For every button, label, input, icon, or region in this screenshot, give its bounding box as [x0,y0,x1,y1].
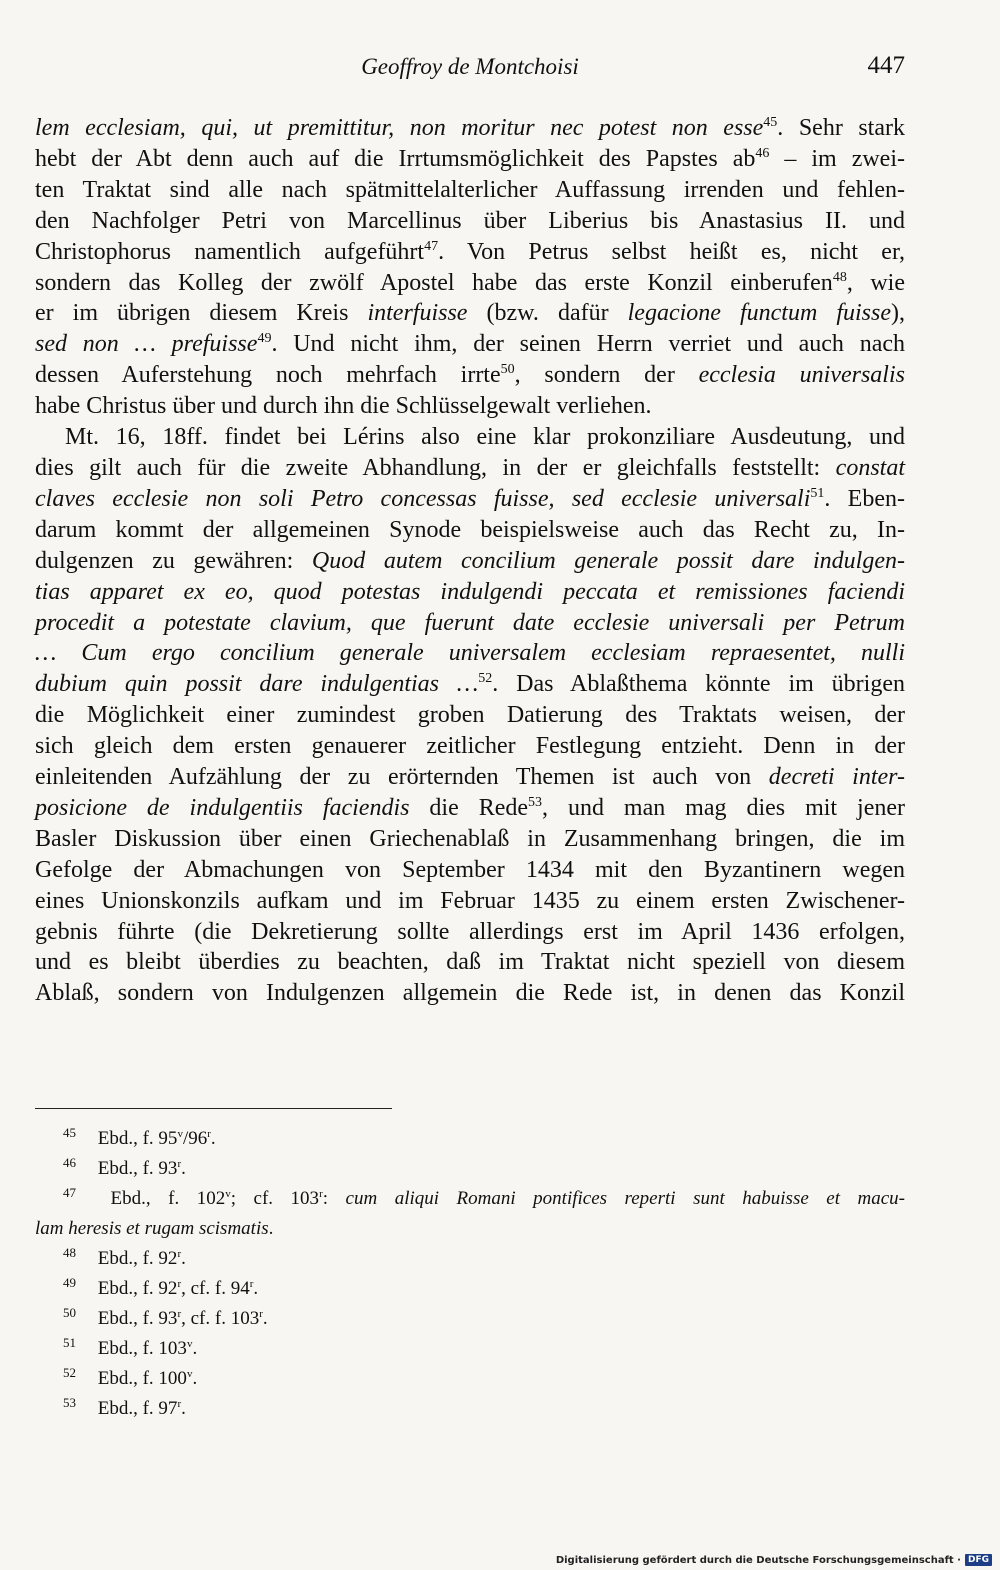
text-line [35,824,905,855]
text-run: Ebd., f. 92 [97,1248,178,1269]
italic-text: cum aliqui Romani pontifices reperti sunt habuisse et macu- [345,1188,905,1209]
footnote-reference: 50 [500,362,515,378]
footnote-reference: 49 [257,331,272,347]
text-run: einleitenden Aufzählung der zu erörternden Themen ist auch von [35,764,769,791]
text-run: (bzw. dafür [467,300,628,327]
text-line [35,360,905,391]
italic-text: procedit a potestate clavium, que fuerunt date ecclesie universali per Petrum [35,609,905,636]
text-run: eines Unionskonzils aufkam und im Februar 1435 zu einem ersten Zwischener- [35,887,905,914]
footnote-reference: 52 [478,671,493,687]
text-line [35,855,905,886]
italic-text: ecclesia universalis [698,362,905,389]
italic-text: lem ecclesiam, qui, ut premittitur, non moritur nec potest non esse [35,115,764,141]
footnote-reference: r [177,1158,182,1170]
text-line [35,515,905,546]
text-line [35,917,905,948]
footnote-reference: v [177,1128,183,1140]
text-run: . [253,1278,259,1299]
footnote-reference: r [207,1128,211,1140]
page-header [35,52,905,92]
text-line [35,422,905,453]
text-run: Ablaß, sondern von Indulgenzen allgemein die Rede ist, in denen das Konzil [35,980,905,1007]
text-run: Ebd., f. 93 [97,1308,178,1329]
footnote-reference: 45 [763,115,778,130]
text-line [35,298,905,329]
text-line [35,484,905,515]
text-line [35,391,905,422]
text-run: gebnis führte (die Dekretierung sollte allerdings erst im April 1436 erfolgen, [35,918,905,945]
text-line [35,113,905,144]
footnote-reference: r [177,1248,182,1260]
footnote-item: 52 Ebd., f. 100$^v$. [63,1365,198,1389]
text-run: dessen Auferstehung noch mehrfach irrte [35,362,501,389]
text-line [35,577,905,608]
text-line [35,731,905,762]
text-run: darum kommt der allgemeinen Synode beispielsweise auch das Recht zu, In- [35,516,905,543]
text-line [35,175,905,206]
text-run: Basler Diskussion über einen Griechenablaß in Zusammenhang bringen, die im [35,825,905,852]
text-run: habe Christus über und durch ihn die Schlüsselgewalt verliehen. [35,393,652,420]
text-run: . Von Petrus selbst heißt es, nicht er, [438,238,905,265]
footnotes [35,1124,905,1424]
text-run: ; cf. 103 [230,1188,320,1209]
text-run: Ebd., f. 92 [97,1278,178,1299]
dfg-logo: DFG [965,1554,992,1566]
footnote-item: 50 Ebd., f. 93$^r$, cf. f. 103$^r$. [63,1305,268,1329]
text-run: . [210,1128,216,1149]
text-run: . Eben- [824,485,905,512]
text-line [35,947,905,978]
text-run: die Rede [409,794,529,821]
italic-text: claves ecclesie non soli Petro concessas fuisse, sed ecclesie universali [35,485,811,512]
footnote-reference: 46 [755,145,770,161]
text-line [35,762,905,793]
text-run: , sondern der [514,362,699,389]
main-text [35,113,905,1009]
text-line [35,669,905,700]
text-line [35,144,905,175]
italic-text: lam heresis et rugam scismatis [35,1218,269,1239]
text-run: er im übrigen diesem Kreis [35,300,368,327]
text-run: hebt der Abt denn auch auf die Irrtumsmöglichkeit des Papstes ab [35,145,756,172]
text-run: Mt. 16, 18ff. findet bei Lérins also eine klar prokonziliare Ausdeutung, und [65,424,905,451]
page-number: 447 [867,52,905,79]
footnote-continuation [35,1214,905,1244]
footnote-item: 49 Ebd., f. 92$^r$, cf. f. 94$^r$. [63,1275,259,1299]
footnote-reference: r [177,1398,182,1410]
italic-text: constat [835,454,905,481]
footnote-item: 47 Ebd., f. 102$^v$; cf. 103$^r$: cum aliqui Romani pontifices reperti sunt habuisse et macu- [63,1185,905,1209]
text-line [35,978,905,1009]
text-line [35,638,905,669]
text-line [35,608,905,639]
italic-text: tias apparet ex eo, quod potestas indulgendi peccata et remissiones faciendi [35,578,905,605]
text-run: dulgenzen zu gewähren: [35,547,312,574]
text-run: . [181,1398,186,1419]
text-run: . [192,1338,198,1359]
text-run: dies gilt auch für die zweite Abhandlung, in der er gleichfalls feststellt: [35,454,836,481]
text-run: die Möglichkeit einer zumindest groben Datierung des Traktats weisen, der [35,702,905,729]
text-run: . [181,1248,186,1269]
text-run: ten Traktat sind alle nach spätmittelalterlicher Auffassung irrenden und fehlen- [35,176,905,203]
text-run: . Das Ablaßthema könnte im übrigen [492,671,905,698]
text-run: Christophorus namentlich aufgeführt [35,238,425,265]
footnote-separator [35,1108,392,1109]
footnote-reference: 48 [832,269,847,285]
text-line [35,237,905,268]
footnote-reference: 51 [810,485,825,501]
text-run: . [181,1158,186,1179]
text-run: , und man mag dies mit jener [542,794,905,821]
italic-text: posicione de indulgentiis faciendis [35,794,410,821]
footnote-reference: 47 [424,238,439,254]
text-line [35,206,905,237]
text-run: Ebd., f. 100 [97,1368,187,1389]
footnote-item: 48 Ebd., f. 92$^r$. [63,1245,186,1269]
text-run: : [322,1188,346,1209]
text-run: . Und nicht ihm, der seinen Herrn verriet und auch nach [271,331,905,358]
italic-text: Quod autem concilium generale possit dare indulgen- [311,547,905,574]
text-line [35,793,905,824]
footnote-reference: r [177,1308,182,1320]
text-run: , cf. f. 94 [181,1278,250,1299]
italic-text: decreti inter- [768,764,905,791]
text-run: – im zwei- [769,145,905,172]
text-line [35,329,905,360]
text-run: sich gleich dem ersten genauerer zeitlicher Festlegung entzieht. Denn in der [35,733,905,760]
credit-text: Digitalisierung gefördert durch die Deutsche Forschungsgemeinschaft · [555,1554,961,1566]
text-run: . [262,1308,268,1329]
footnote-reference: v [186,1338,193,1350]
text-run: . Sehr stark [777,115,905,141]
footnote-item: 45 Ebd., f. 95$^v$/96$^r$. [63,1125,216,1149]
text-run: sondern das Kolleg der zwölf Apostel habe das erste Konzil einberufen [35,269,833,296]
italic-text: sed non … prefuisse [35,331,258,358]
footnote-reference: r [177,1278,182,1290]
footnote-reference: 53 [528,794,543,810]
footnote-reference: v [225,1188,231,1200]
text-run: und es bleibt überdies zu beachten, daß im Traktat nicht speziell von diesem [35,949,905,976]
text-run: , cf. f. 103 [181,1308,260,1329]
text-line [35,268,905,299]
text-run: ), [890,300,905,327]
text-run: /96 [182,1128,208,1149]
text-run: Gefolge der Abmachungen von September 1434 mit den Byzantinern wegen [35,856,905,883]
text-run: Ebd., f. 103 [97,1338,187,1359]
italic-text: legacione functum fuisse [627,300,891,327]
italic-text: dubium quin possit dare indulgentias … [35,671,479,698]
text-line [35,546,905,577]
footnote-reference: v [186,1368,193,1380]
text-run: Ebd., f. 93 [97,1158,178,1179]
footnote-reference: r [259,1308,263,1320]
digitization-credit [556,1554,992,1566]
text-run: . [268,1218,274,1239]
text-line [35,453,905,484]
footnote-reference: r [249,1278,254,1290]
italic-text: interfuisse [367,300,468,327]
text-line [35,886,905,917]
text-run: Ebd., f. 97 [97,1398,178,1419]
italic-text: … Cum ergo concilium generale universalem ecclesiam repraesentet, nulli [35,640,905,667]
footnote-reference: r [319,1188,323,1200]
text-line [35,700,905,731]
text-run: den Nachfolger Petri von Marcellinus über Liberius bis Anastasius II. und [35,207,905,234]
text-run: . [192,1368,198,1389]
footnote-item: 51 Ebd., f. 103$^v$. [63,1335,198,1359]
text-run: Ebd., f. 95 [97,1128,178,1149]
text-run: Ebd., f. 102 [110,1188,226,1209]
footnote-item: 46 Ebd., f. 93$^r$. [63,1155,186,1179]
footnote-item: 53 Ebd., f. 97$^r$. [63,1395,186,1419]
text-run: , wie [846,269,906,296]
running-title: Geoffroy de Montchoisi [361,54,579,79]
